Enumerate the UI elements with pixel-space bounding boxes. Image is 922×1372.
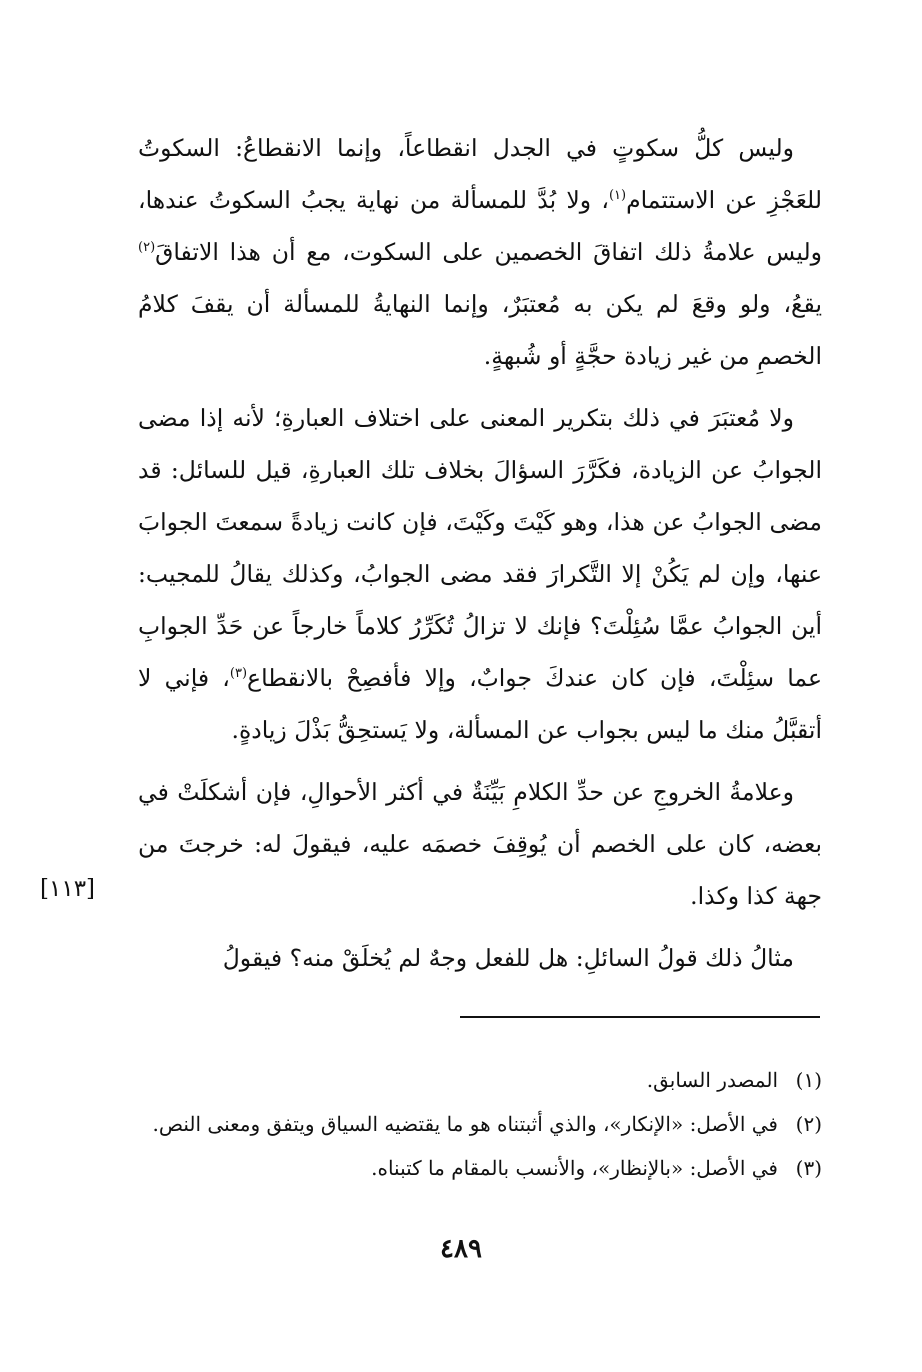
- footnotes: [138, 1058, 822, 1190]
- page-number: ٤٨٩: [440, 1234, 482, 1264]
- paragraph-3: وعلامةُ الخروجِ عن حدِّ الكلامِ بَيِّنَةٌ في أكثر الأحوالِ، فإن أشكلَتْ في بعضه، كان على الخصم أن يُوقِفَ خصمَه عليه، فيقولَ له: خرجتَ من جهة كذا وكذا.: [138, 778, 822, 910]
- paragraph-1: [138, 122, 822, 382]
- margin-page-reference: [١١٣]: [40, 876, 96, 902]
- footnote-text: في الأصل: «الإنكار»، والذي أثبتناه هو ما يقتضيه السياق ويتفق ومعنى النص.: [152, 1112, 778, 1136]
- paragraph-2: [138, 392, 822, 756]
- footnote-number: (١): [795, 1068, 822, 1092]
- footnote-number: (٣): [795, 1156, 822, 1180]
- footnote-1: [138, 1058, 822, 1102]
- paragraph-1-text-a: وليس كلُّ سكوتٍ في الجدل انقطاعاً، وإنما الانقطاعُ: السكوتُ للعَجْزِ عن الاستتمام: [138, 134, 822, 214]
- paragraph-4: مثالُ ذلك قولُ السائلِ: هل للفعل وجهٌ لم يُخلَقْ منه؟ فيقولُ: [222, 944, 794, 972]
- footnote-separator: [460, 1016, 820, 1018]
- footnote-number: (٢): [795, 1112, 822, 1136]
- footnote-3: [138, 1146, 822, 1190]
- main-text: [138, 122, 822, 994]
- footnote-2: [138, 1102, 822, 1146]
- paragraph-1-text-c: يقعُ، ولو وقعَ لم يكن به مُعتبَرٌ، وإنما النهايةُ للمسألة أن يقفَ كلامُ الخصمِ من غير زيادة حجَّةٍ أو شُبهةٍ.: [138, 290, 822, 370]
- paragraph-2-text-a: ولا مُعتبَرَ في ذلك بتكرير المعنى على اختلاف العبارةِ؛ لأنه إذا مضى الجوابُ عن الزيادة، فكَرَّرَ السؤالَ بخلاف تلك العبارةِ، قيل للسائل: قد مضى الجوابُ عن هذا، وهو كَيْتَ وكَيْتَ، فإن كانت زيادةً سمعتَ الجوابَ عنها، وإن لم يَكُنْ إلا التَّكرارَ فقد مضى الجوابُ، وكذلك يقالُ للمجيب: أين الجوابُ عمَّا سُئِلْتَ؟ فإنك لا تزالُ تُكَرِّرُ كلاماً خارجاً عن حَدِّ الجوابِ عما سئِلْتَ، فإن كان عندكَ جوابٌ، وإلا فأفصِحْ بالانقطاع: [138, 404, 822, 692]
- footnote-ref-2: (٢): [138, 240, 156, 256]
- footnote-text: في الأصل: «بالإنظار»، والأنسب بالمقام ما كتبناه.: [371, 1156, 778, 1180]
- footnote-text: المصدر السابق.: [646, 1068, 778, 1092]
- paragraph-2-text-b: ، فإني لا أتقبَّلُ منك ما ليس بجواب عن المسألة، ولا يَستحِقُّ بَذْلَ زيادةٍ.: [138, 664, 822, 744]
- paragraph-1-text-b: ، ولا بُدَّ للمسألة من نهاية يجبُ السكوتُ عندها، وليس علامةُ ذلك اتفاقَ الخصمين على السكوت، مع أن هذا الاتفاقَ: [138, 186, 822, 266]
- footnote-ref-1: (١): [608, 188, 627, 204]
- footnote-ref-3: (٣): [229, 666, 248, 682]
